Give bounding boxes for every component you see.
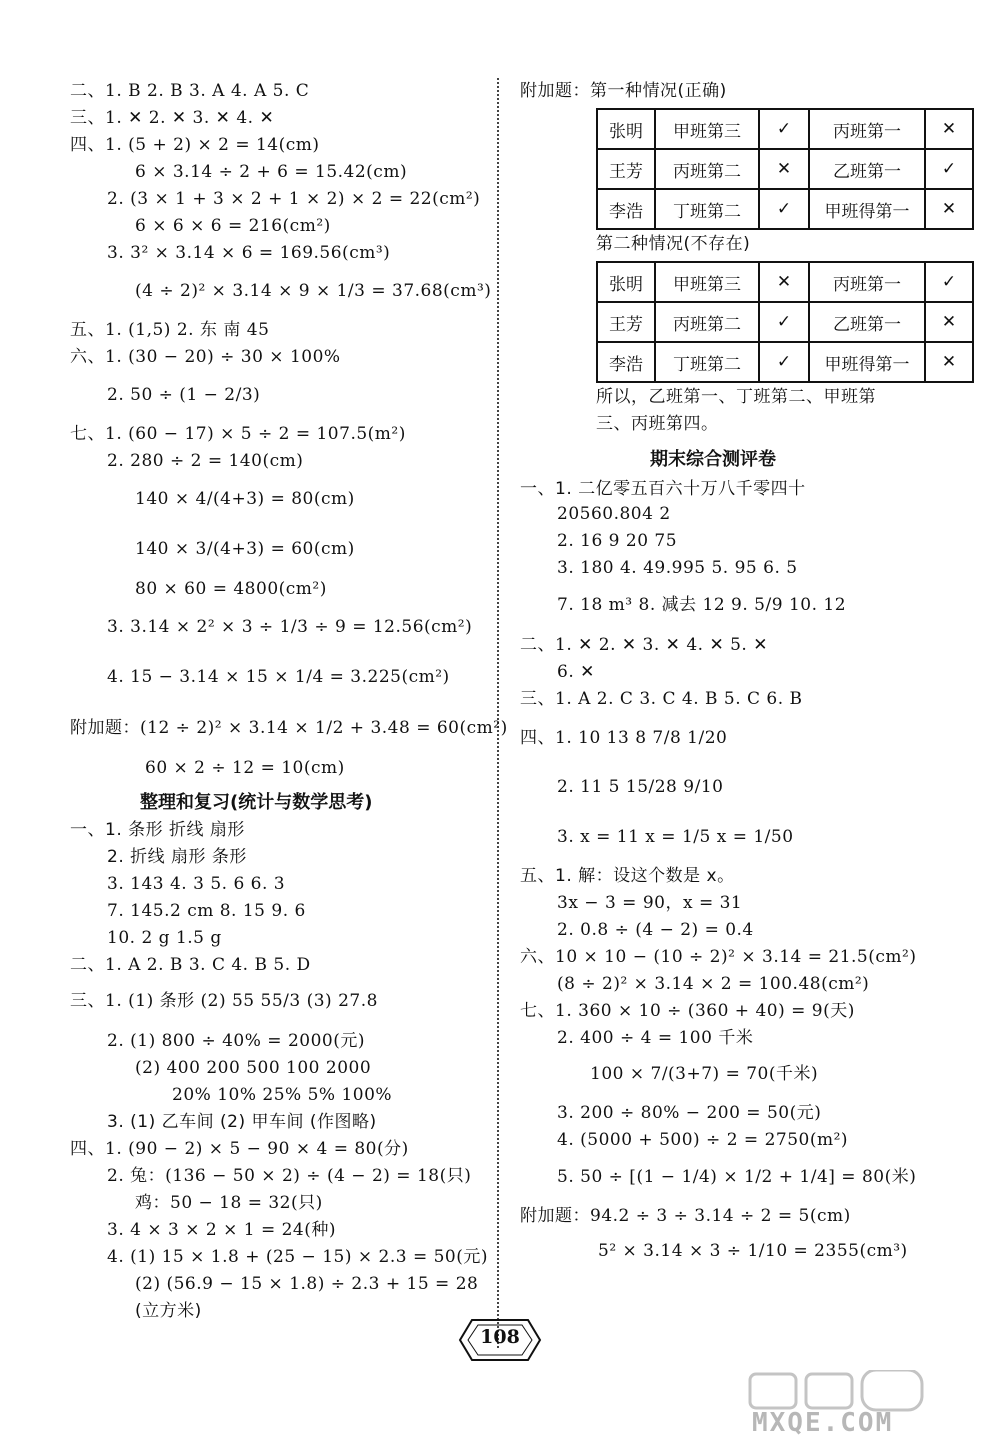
answer-line: 2. (1) 800 ÷ 40% = 2000(元) <box>107 1031 365 1051</box>
table-cell: ✓ <box>759 109 809 149</box>
answer-line: (立方米) <box>135 1301 202 1321</box>
answer-line: (2) 400 200 500 100 2000 <box>135 1058 372 1078</box>
table-row <box>597 302 973 342</box>
answer-line: (4 ÷ 2)² × 3.14 × 9 × 1/3 = 37.68(cm³) <box>135 281 492 301</box>
section-title: 期末综合测评卷 <box>650 449 776 470</box>
table-cell: 丁班第二 <box>655 189 759 229</box>
answer-line: 140 × 4/(4+3) = 80(cm) <box>135 489 355 509</box>
answer-line: 2. 400 ÷ 4 = 100 千米 <box>557 1028 754 1048</box>
answer-line: 鸡：50 − 18 = 32(只) <box>135 1193 323 1213</box>
answer-line: 二、1. A 2. B 3. C 4. B 5. D <box>70 955 311 975</box>
table-cell: 丙班第二 <box>655 149 759 189</box>
table-row <box>597 262 973 302</box>
watermark-text: MXQE.COM <box>752 1408 894 1438</box>
table-cell: ✓ <box>759 302 809 342</box>
answer-line: 四、1. 10 13 8 7/8 1/20 <box>520 728 728 748</box>
table-cell: ✓ <box>759 342 809 382</box>
answer-line: 3. x = 11 x = 1/5 x = 1/50 <box>557 827 794 847</box>
answer-line: 三、1. A 2. C 3. C 4. B 5. C 6. B <box>520 689 803 709</box>
answer-line: 2. 折线 扇形 条形 <box>107 847 247 867</box>
conclusion-line: 所以，乙班第一、丁班第二、甲班第 <box>596 387 876 407</box>
answer-line: 2. 0.8 ÷ (4 − 2) = 0.4 <box>557 920 754 940</box>
answer-line: 2. 11 5 15/28 9/10 <box>557 777 724 797</box>
answer-line: 7. 145.2 cm 8. 15 9. 6 <box>107 901 306 921</box>
table-cell: 张明 <box>597 109 655 149</box>
answer-line: 三、1. (1) 条形 (2) 55 55/3 (3) 27.8 <box>70 991 378 1011</box>
table-cell: 甲班得第一 <box>809 342 925 382</box>
table-cell: 丙班第二 <box>655 302 759 342</box>
table-cell: 王芳 <box>597 149 655 189</box>
answer-line: 2. 50 ÷ (1 − 2/3) <box>107 385 261 405</box>
answer-line: 5. 50 ÷ [(1 − 1/4) × 1/2 + 1/4] = 80(米) <box>557 1167 917 1187</box>
table-cell: ✕ <box>759 262 809 302</box>
answer-line: 3. 200 ÷ 80% − 200 = 50(元) <box>557 1103 822 1123</box>
answer-line: 6. ✕ <box>557 662 595 682</box>
answer-line: 3x − 3 = 90，x = 31 <box>557 893 743 913</box>
answer-line: 二、1. ✕ 2. ✕ 3. ✕ 4. ✕ 5. ✕ <box>520 635 768 655</box>
answer-line: 三、1. ✕ 2. ✕ 3. ✕ 4. ✕ <box>70 108 275 128</box>
table-cell: 甲班第三 <box>655 262 759 302</box>
answer-line: 3. 143 4. 3 5. 6 6. 3 <box>107 874 286 894</box>
answer-line: 2. 16 9 20 75 <box>557 531 678 551</box>
answer-line: 五、1. 解：设这个数是 x。 <box>520 866 735 886</box>
answer-line: 附加题：(12 ÷ 2)² × 3.14 × 1/2 + 3.48 = 60(cm²) <box>70 718 508 738</box>
table-cell: 甲班第三 <box>655 109 759 149</box>
table-cell: 李浩 <box>597 189 655 229</box>
table-cell: 王芳 <box>597 302 655 342</box>
answer-line: 二、1. B 2. B 3. A 4. A 5. C <box>70 81 310 101</box>
table-cell: ✕ <box>925 109 973 149</box>
answer-line: 3. (1) 乙车间 (2) 甲车间 (作图略) <box>107 1112 377 1132</box>
answer-line: 100 × 7/(3+7) = 70(千米) <box>590 1064 819 1084</box>
table-row <box>597 189 973 229</box>
answer-line: 80 × 60 = 4800(cm²) <box>135 579 327 599</box>
table-cell: ✕ <box>925 189 973 229</box>
table-row <box>597 109 973 149</box>
table-cell: ✓ <box>925 262 973 302</box>
answer-line: 4. 15 − 3.14 × 15 × 1/4 = 3.225(cm²) <box>107 667 450 687</box>
answer-line: 4. (5000 + 500) ÷ 2 = 2750(m²) <box>557 1130 849 1150</box>
answer-line: 一、1. 条形 折线 扇形 <box>70 820 245 840</box>
table-cell: ✕ <box>925 342 973 382</box>
answer-line: 10. 2 g 1.5 g <box>107 928 222 948</box>
answer-line: 6 × 3.14 ÷ 2 + 6 = 15.42(cm) <box>135 162 408 182</box>
table-row <box>597 342 973 382</box>
answer-line: 20% 10% 25% 5% 100% <box>172 1085 393 1105</box>
conclusion-line: 三、丙班第四。 <box>596 414 719 434</box>
answer-line: 一、1. 二亿零五百六十万八千零四十 <box>520 479 806 499</box>
answer-line: 六、1. (30 − 20) ÷ 30 × 100% <box>70 347 341 367</box>
answer-line: 七、1. 360 × 10 ÷ (360 + 40) = 9(天) <box>520 1001 855 1021</box>
table-cell: ✓ <box>759 189 809 229</box>
answer-line: 3. 4 × 3 × 2 × 1 = 24(种) <box>107 1220 336 1240</box>
table-cell: 丁班第二 <box>655 342 759 382</box>
answer-line: 3. 3.14 × 2² × 3 ÷ 1/3 ÷ 9 = 12.56(cm²) <box>107 617 473 637</box>
extra-question-label: 附加题：第一种情况(正确) <box>520 81 727 101</box>
answer-line: 2. (3 × 1 + 3 × 2 + 1 × 2) × 2 = 22(cm²) <box>107 189 481 209</box>
table-cell: ✕ <box>759 149 809 189</box>
answer-line: 五、1. (1,5) 2. 东 南 45 <box>70 320 270 340</box>
answer-line: 60 × 2 ÷ 12 = 10(cm) <box>145 758 345 778</box>
table-cell: 李浩 <box>597 342 655 382</box>
answer-line: 6 × 6 × 6 = 216(cm²) <box>135 216 331 236</box>
case-two-label: 第二种情况(不存在) <box>596 234 751 254</box>
table-cell: ✕ <box>925 302 973 342</box>
case-one-table <box>596 108 974 230</box>
table-cell: 甲班得第一 <box>809 189 925 229</box>
table-cell: 张明 <box>597 262 655 302</box>
answer-line: 2. 280 ÷ 2 = 140(cm) <box>107 451 304 471</box>
column-divider <box>497 78 499 1348</box>
answer-line: (2) (56.9 − 15 × 1.8) ÷ 2.3 + 15 = 28 <box>135 1274 479 1294</box>
section-title: 整理和复习(统计与数学思考) <box>140 792 373 813</box>
table-cell: 丙班第一 <box>809 109 925 149</box>
table-cell: ✓ <box>925 149 973 189</box>
case-two-table <box>596 261 974 383</box>
page-number: 108 <box>480 1326 520 1348</box>
answer-line: 2. 兔：(136 − 50 × 2) ÷ (4 − 2) = 18(只) <box>107 1166 472 1186</box>
table-cell: 丙班第一 <box>809 262 925 302</box>
answer-line: 3. 180 4. 49.995 5. 95 6. 5 <box>557 558 798 578</box>
answer-line: 四、1. (5 + 2) × 2 = 14(cm) <box>70 135 320 155</box>
answer-line: 4. (1) 15 × 1.8 + (25 − 15) × 2.3 = 50(元) <box>107 1247 488 1267</box>
answer-line: 7. 18 m³ 8. 减去 12 9. 5/9 10. 12 <box>557 595 847 615</box>
answer-line: 5² × 3.14 × 3 ÷ 1/10 = 2355(cm³) <box>598 1241 908 1261</box>
answer-line: 140 × 3/(4+3) = 60(cm) <box>135 539 355 559</box>
table-cell: 乙班第一 <box>809 149 925 189</box>
answer-line: 七、1. (60 − 17) × 5 ÷ 2 = 107.5(m²) <box>70 424 406 444</box>
answer-line: 六、10 × 10 − (10 ÷ 2)² × 3.14 = 21.5(cm²) <box>520 947 917 967</box>
table-row <box>597 149 973 189</box>
table-cell: 乙班第一 <box>809 302 925 342</box>
answer-line: 3. 3² × 3.14 × 6 = 169.56(cm³) <box>107 243 391 263</box>
answer-line: (8 ÷ 2)² × 3.14 × 2 = 100.48(cm²) <box>557 974 870 994</box>
answer-line: 四、1. (90 − 2) × 5 − 90 × 4 = 80(分) <box>70 1139 409 1159</box>
answer-line: 20560.804 2 <box>557 504 671 524</box>
answer-line: 附加题：94.2 ÷ 3 ÷ 3.14 ÷ 2 = 5(cm) <box>520 1206 851 1226</box>
